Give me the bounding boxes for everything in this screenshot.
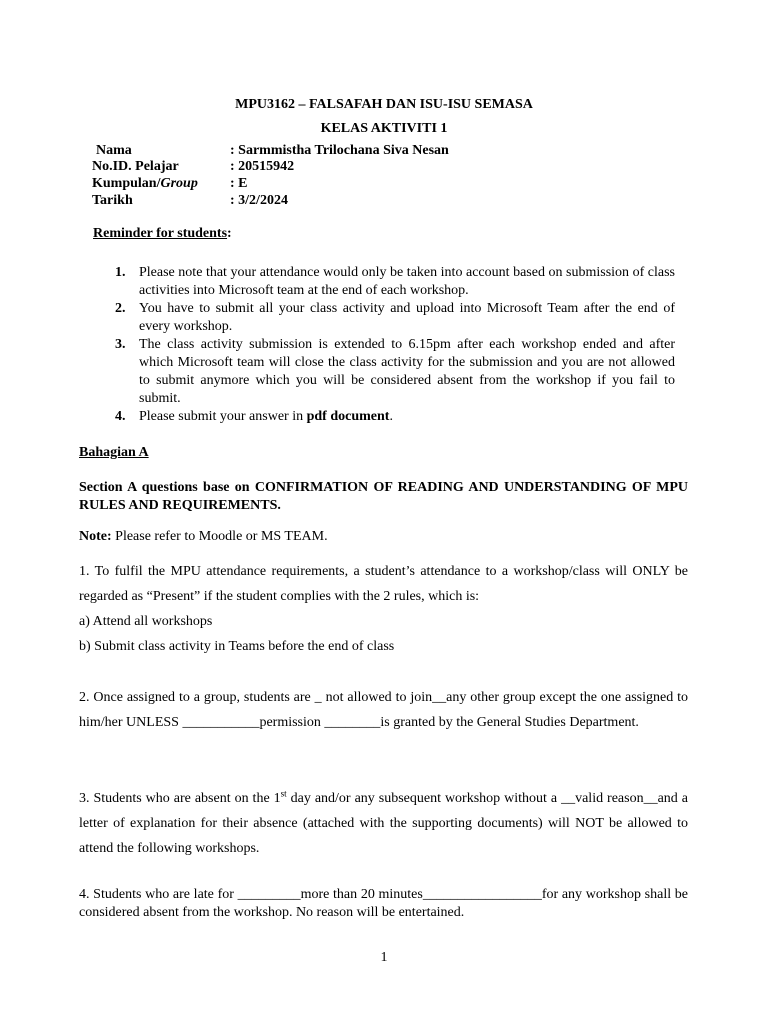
question-3 [79, 786, 688, 861]
list-text: You have to submit all your class activity and upload into Microsoft Team after the end of every workshop. [139, 301, 675, 334]
info-value: : E [230, 176, 248, 191]
answer-b: b) Submit class activity in Teams before the end of class [79, 639, 395, 654]
question-4 [79, 886, 688, 922]
question-2 [79, 685, 688, 735]
reminder-colon: : [227, 226, 232, 241]
list-number: 1. [115, 265, 126, 280]
info-value: : 20515942 [230, 159, 295, 174]
list-number: 4. [115, 409, 126, 424]
question-text: 2. Once assigned to a group, students are _ not allowed to join__any other group except the one assigned to him/her UNLESS ___________permission ________is granted by the General Studies Department. [79, 690, 688, 730]
info-row-id [92, 159, 692, 176]
question-text-part: day and/or any subsequent workshop without a __valid reason__and a letter of explanation for their absence (attached with the supporting documents) will NOT be allowed to attend the following workshops. [79, 791, 688, 856]
list-text: Please note that your attendance would only be taken into account based on submission of class activities into Microsoft team at the end of each workshop. [139, 265, 675, 298]
list-item [110, 264, 675, 300]
info-value: : 3/2/2024 [230, 193, 288, 208]
ordinal-superscript: st [280, 788, 287, 799]
info-label-main: Kumpulan/ [92, 176, 161, 191]
info-label: Nama [96, 143, 132, 158]
note-text: Please refer to Moodle or MS TEAM. [111, 529, 328, 544]
list-item [110, 300, 675, 336]
reminder-heading [93, 226, 232, 242]
info-row-name [92, 143, 692, 160]
list-text-end: . [389, 409, 393, 424]
section-a-note [79, 529, 328, 545]
list-number: 2. [115, 301, 126, 316]
info-label: No.ID. Pelajar [92, 159, 179, 174]
info-label [92, 176, 198, 192]
info-row-group [92, 176, 692, 193]
activity-title: KELAS AKTIVITI 1 [320, 121, 448, 136]
list-text-bold: pdf document [306, 409, 390, 424]
reminder-list [110, 264, 675, 426]
list-item [110, 336, 675, 408]
list-number: 3. [115, 337, 126, 352]
page-number: 1 [380, 950, 388, 965]
info-label: Tarikh [92, 193, 133, 208]
info-row-date [92, 193, 692, 210]
list-text: The class activity submission is extended to 6.15pm after each workshop ended and after which Microsoft team will close the class activity for the submission and you are not allowed to submit anymore which you will be considered absent from the workshop if you fail to submit. [139, 337, 675, 406]
question-text: 4. Students who are late for _________more than 20 minutes_________________for any workshop shall be considered absent from the workshop. No reason will be entertained. [79, 887, 688, 920]
question-text: 1. To fulfil the MPU attendance requirements, a student’s attendance to a workshop/class will ONLY be regarded as “Present” if the student complies with the 2 rules, which is: [79, 564, 688, 604]
info-value: : Sarmmistha Trilochana Siva Nesan [230, 143, 449, 158]
question-text-part: 3. Students who are absent on the 1 [79, 791, 281, 806]
list-item [110, 408, 675, 426]
question-1 [79, 559, 688, 659]
list-text: Please submit your answer in [139, 409, 307, 424]
course-title: MPU3162 – FALSAFAH DAN ISU-ISU SEMASA [235, 97, 533, 112]
section-a-description: Section A questions base on CONFIRMATION OF READING AND UNDERSTANDING OF MPU RULES AND REQUIREMENTS. [79, 480, 688, 513]
question-text [79, 786, 688, 861]
reminder-heading-text: Reminder for students [93, 226, 228, 241]
section-a-heading: Bahagian A [79, 445, 149, 460]
note-label: Note: [79, 529, 112, 544]
answer-a: a) Attend all workshops [79, 614, 213, 629]
info-label-italic: Group [160, 176, 198, 191]
